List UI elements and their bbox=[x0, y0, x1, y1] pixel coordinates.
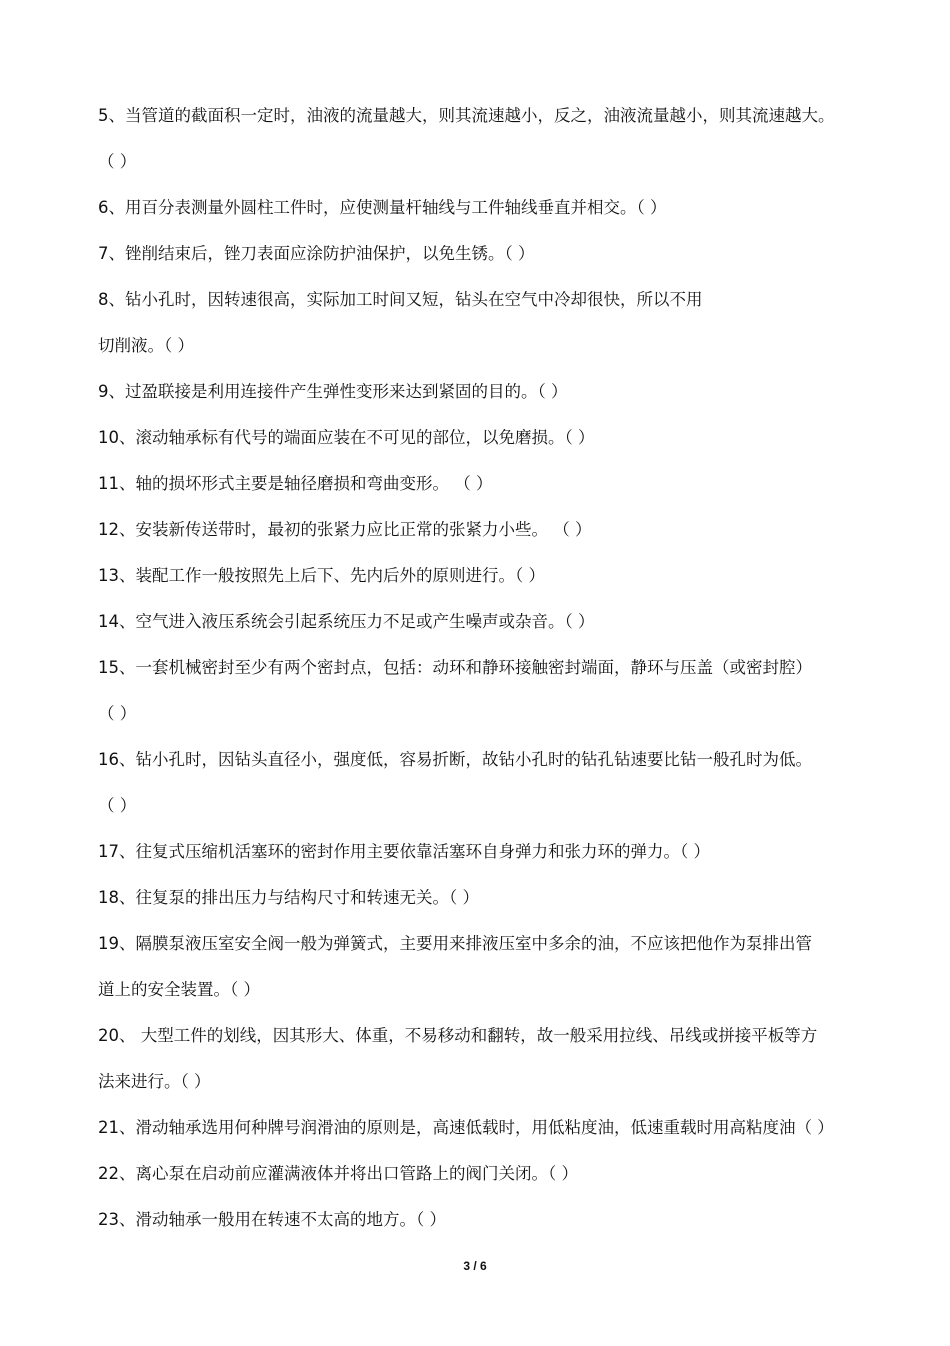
page-number: 3 / 6 bbox=[463, 1259, 487, 1273]
question-15-line-2: （ ） bbox=[98, 704, 137, 723]
question-13: 13、装配工作一般按照先上后下、先内后外的原则进行。（ ） bbox=[98, 566, 545, 585]
question-10: 10、滚动轴承标有代号的端面应装在不可见的部位，以免磨损。（ ） bbox=[98, 428, 595, 447]
question-5-line-2: （ ） bbox=[98, 152, 137, 171]
question-8-line-1: 8、钻小孔时，因转速很高，实际加工时间又短，钻头在空气中冷却很快，所以不用 bbox=[98, 290, 703, 309]
question-8-line-2: 切削液。（ ） bbox=[98, 336, 194, 355]
question-7: 7、锉削结束后，锉刀表面应涂防护油保护，以免生锈。（ ） bbox=[98, 244, 535, 263]
question-19-line-1: 19、隔膜泵液压室安全阀一般为弹簧式，主要用来排液压室中多余的油，不应该把他作为泵排出管 bbox=[98, 934, 812, 953]
question-15-line-1: 15、一套机械密封至少有两个密封点，包括：动环和静环接触密封端面，静环与压盖（或密封腔） bbox=[98, 658, 812, 677]
question-14: 14、空气进入液压系统会引起系统压力不足或产生噪声或杂音。（ ） bbox=[98, 612, 595, 631]
question-23: 23、滑动轴承一般用在转速不太高的地方。（ ） bbox=[98, 1210, 446, 1229]
question-20-line-2: 法来进行。（ ） bbox=[98, 1072, 211, 1091]
question-12: 12、安装新传送带时，最初的张紧力应比正常的张紧力小些。 （ ） bbox=[98, 520, 592, 539]
question-16-line-1: 16、钻小孔时，因钻头直径小，强度低，容易折断，故钻小孔时的钻孔钻速要比钻一般孔时为低。 bbox=[98, 750, 812, 769]
question-6: 6、用百分表测量外圆柱工件时，应使测量杆轴线与工件轴线垂直并相交。（ ） bbox=[98, 198, 667, 217]
question-5-line-1: 5、当管道的截面积一定时，油液的流量越大，则其流速越小，反之，油液流量越小，则其流速越大。 bbox=[98, 106, 835, 125]
question-17: 17、往复式压缩机活塞环的密封作用主要依靠活塞环自身弹力和张力环的弹力。（ ） bbox=[98, 842, 710, 861]
question-11: 11、轴的损坏形式主要是轴径磨损和弯曲变形。 （ ） bbox=[98, 474, 493, 493]
question-20-line-1: 20、 大型工件的划线，因其形大、体重，不易移动和翻转，故一般采用拉线、吊线或拼接平板等方 bbox=[98, 1026, 818, 1045]
question-9: 9、过盈联接是利用连接件产生弹性变形来达到紧固的目的。（ ） bbox=[98, 382, 568, 401]
question-16-line-2: （ ） bbox=[98, 796, 137, 815]
question-18: 18、往复泵的排出压力与结构尺寸和转速无关。（ ） bbox=[98, 888, 479, 907]
question-22: 22、离心泵在启动前应灌满液体并将出口管路上的阀门关闭。（ ） bbox=[98, 1164, 578, 1183]
question-21: 21、滑动轴承选用何种牌号润滑油的原则是，高速低载时，用低粘度油，低速重载时用高粘度油（ ） bbox=[98, 1118, 834, 1137]
question-19-line-2: 道上的安全装置。（ ） bbox=[98, 980, 260, 999]
